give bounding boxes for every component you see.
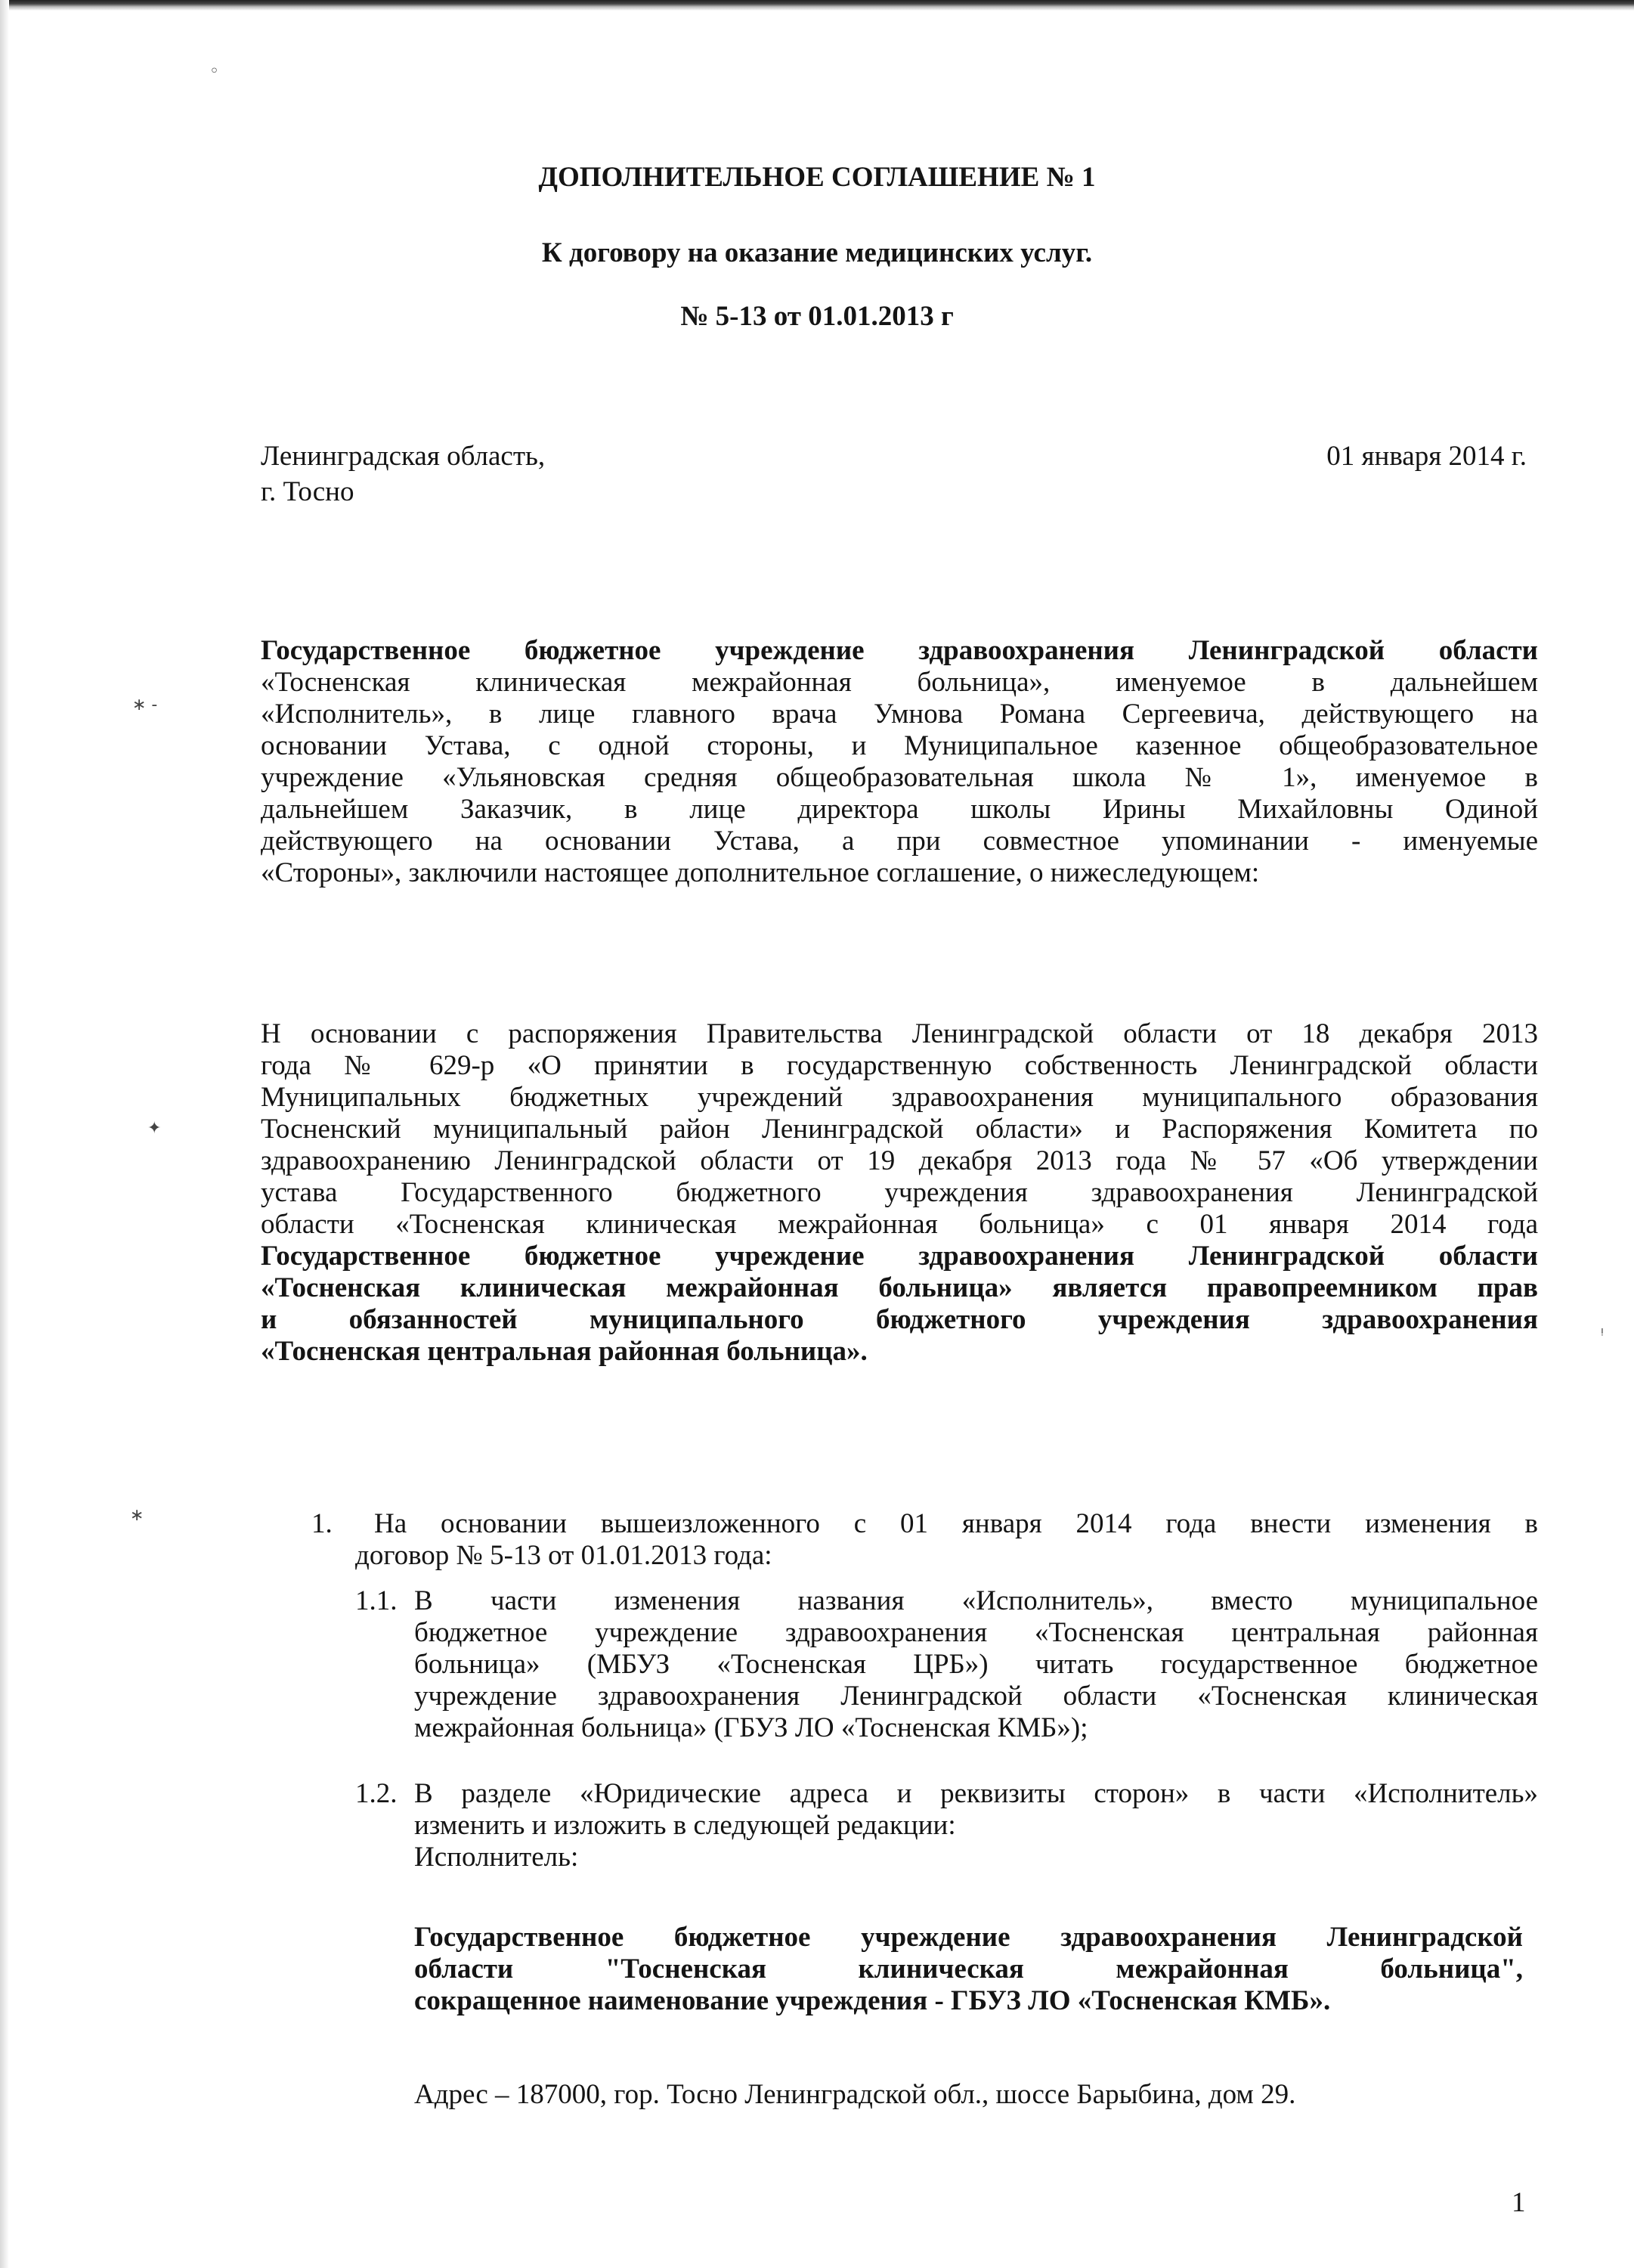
document-subtitle: К договору на оказание медицинских услуг. xyxy=(541,237,1093,268)
contract-reference: № 5-13 от 01.01.2013 г xyxy=(680,301,954,332)
executor-line: Государственное бюджетное учреждение здравоохранения Ленинградской xyxy=(414,1922,1523,1953)
executor-block xyxy=(414,1922,1523,2017)
scan-speck: ∗ - xyxy=(132,696,158,714)
item-1-number: 1. xyxy=(311,1508,333,1539)
item-1-text xyxy=(374,1508,1538,1540)
preamble-line: дальнейшем Заказчик, в лице директора школы Ирины Михайловны Одиной xyxy=(261,794,1538,825)
item-1-1-number: 1.1. xyxy=(355,1585,398,1616)
item-1-text-cont xyxy=(355,1540,1538,1572)
scan-speck: ᵎ xyxy=(1601,1325,1604,1343)
preamble-line: учреждение «Ульяновская средняя общеобразовательная школа № 1», именуемое в xyxy=(261,762,1538,793)
document-title: ДОПОЛНИТЕЛЬНОЕ СОГЛАШЕНИЕ № 1 xyxy=(538,162,1096,193)
item-1-1-line: бюджетное учреждение здравоохранения «Тосненская центральная районная xyxy=(414,1617,1538,1648)
basis-line: области «Тосненская клиническая межрайонная больница» с 01 января 2014 года xyxy=(261,1209,1538,1240)
item-1-2-text xyxy=(414,1778,1538,1873)
item-1-2-line: Исполнитель: xyxy=(414,1842,579,1873)
basis-line: здравоохранению Ленинградской области от 19 декабря 2013 года № 57 «Об утверждении xyxy=(261,1145,1538,1176)
item-1-1-line: учреждение здравоохранения Ленинградской области «Тосненская клиническая xyxy=(414,1681,1538,1712)
basis-line: года № 629-р «О принятии в государственную собственность Ленинградской области xyxy=(261,1050,1538,1081)
item-1-2-number: 1.2. xyxy=(355,1778,398,1809)
executor-address: Адрес – 187000, гор. Тосно Ленинградской обл., шоссе Барыбина, дом 29. xyxy=(414,2079,1296,2110)
basis-line: Н основании с распоряжения Правительства Ленинградской области от 18 декабря 2013 xyxy=(261,1018,1538,1049)
executor-line: сокращенное наименование учреждения - ГБУЗ ЛО «Тосненская КМБ». xyxy=(414,1985,1331,2016)
item-1-2-line: изменить и изложить в следующей редакции: xyxy=(414,1810,956,1841)
item-1-1-line: больница» (МБУЗ «Тосненская ЦРБ») читать государственное бюджетное xyxy=(414,1649,1538,1680)
scan-speck: ∗ xyxy=(130,1506,144,1525)
item-1-line: На основании вышеизложенного с 01 января 2014 года внести изменения в xyxy=(374,1508,1538,1539)
executor-line: области "Тосненская клиническая межрайонная больница", xyxy=(414,1954,1523,1984)
basis-line: «Тосненская клиническая межрайонная больница» является правопреемником прав xyxy=(261,1272,1538,1303)
preamble-line: «Тосненская клиническая межрайонная больница», именуемое в дальнейшем xyxy=(261,667,1538,698)
basis-paragraph xyxy=(261,1018,1538,1368)
scan-speck: ◦ xyxy=(209,62,219,81)
item-1-1-text-cont xyxy=(414,1617,1538,1744)
page-number: 1 xyxy=(1512,2187,1526,2218)
item-1-2-line: В разделе «Юридические адреса и реквизиты сторон» в части «Исполнитель» xyxy=(414,1778,1538,1809)
scan-speck: ✦ xyxy=(147,1119,162,1138)
preamble-line: «Исполнитель», в лице главного врача Умнова Романа Сергеевича, действующего на xyxy=(261,699,1538,730)
item-1-1-line: В части изменения названия «Исполнитель», вместо муниципальное xyxy=(414,1585,1538,1616)
basis-line: устава Государственного бюджетного учреждения здравоохранения Ленинградской xyxy=(261,1177,1538,1208)
basis-line: Муниципальных бюджетных учреждений здравоохранения муниципального образования xyxy=(261,1082,1538,1113)
document-date: 01 января 2014 г. xyxy=(1326,441,1527,472)
preamble-line: основании Устава, с одной стороны, и Муниципальное казенное общеобразовательное xyxy=(261,730,1538,761)
basis-line: «Тосненская центральная районная больница». xyxy=(261,1336,868,1367)
item-1-1-line: межрайонная больница» (ГБУЗ ЛО «Тосненская КМБ»); xyxy=(414,1712,1088,1743)
preamble-paragraph xyxy=(261,635,1538,889)
preamble-line: Государственное бюджетное учреждение здравоохранения Ленинградской области xyxy=(261,635,1538,666)
preamble-line: действующего на основании Устава, а при совместное упоминании - именуемые xyxy=(261,826,1538,857)
basis-line: и обязанностей муниципального бюджетного учреждения здравоохранения xyxy=(261,1304,1538,1335)
basis-line: Тосненский муниципальный район Ленинградской области» и Распоряжения Комитета по xyxy=(261,1114,1538,1145)
place-line-2: г. Тосно xyxy=(261,476,354,507)
place-and-date xyxy=(261,440,1527,508)
scan-top-edge xyxy=(0,0,1634,11)
basis-line: Государственное бюджетное учреждение здравоохранения Ленинградской области xyxy=(261,1241,1538,1272)
item-1-1-text xyxy=(414,1585,1538,1617)
item-1-line: договор № 5-13 от 01.01.2013 года: xyxy=(355,1540,772,1571)
place-line-1: Ленинградская область, xyxy=(261,441,546,472)
preamble-line: «Стороны», заключили настоящее дополнительное соглашение, о нижеследующем: xyxy=(261,857,1260,888)
scan-left-edge xyxy=(0,0,9,2268)
